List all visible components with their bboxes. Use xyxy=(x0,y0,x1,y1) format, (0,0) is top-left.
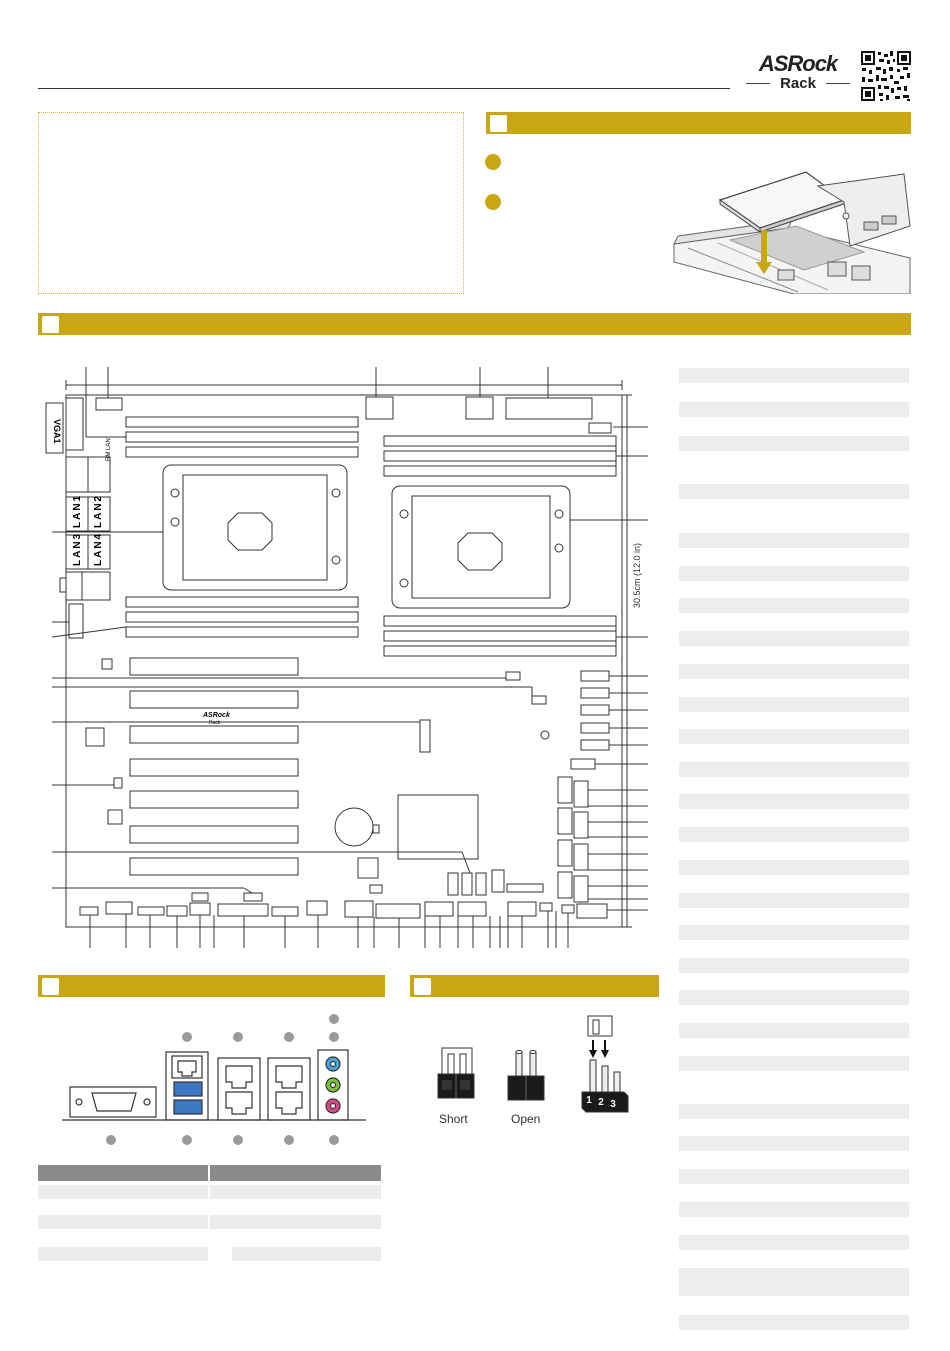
legend-row xyxy=(679,1202,909,1217)
jumper-open-label: Open xyxy=(511,1112,541,1126)
led-table-row xyxy=(38,1185,208,1199)
header-rule xyxy=(38,88,730,89)
lan3-silkscreen: LAN3 xyxy=(72,531,83,566)
legend-row xyxy=(679,990,909,1005)
legend-row xyxy=(679,1023,909,1038)
led-table-header xyxy=(210,1165,381,1181)
legend-row xyxy=(679,827,909,842)
board-logo-bottom: Rack xyxy=(209,720,221,726)
legend-row xyxy=(679,893,909,908)
legend-row xyxy=(679,1315,909,1330)
legend-row xyxy=(679,794,909,809)
section-number-badge xyxy=(490,115,507,132)
led-table-row xyxy=(232,1247,381,1261)
led-table-row xyxy=(210,1215,381,1229)
legend-row xyxy=(679,1056,909,1071)
led-table-header xyxy=(38,1165,208,1181)
io-callout-dot xyxy=(233,1135,243,1145)
board-dimension-label: 30.5cm (12.0 in) xyxy=(632,542,642,608)
legend-row xyxy=(679,1136,909,1151)
lan4-silkscreen: LAN4 xyxy=(93,531,104,566)
motherboard-layout-diagram xyxy=(0,355,660,955)
brand-logo-bottom: Rack xyxy=(780,75,816,92)
legend-row xyxy=(679,1268,909,1296)
io-callout-dot xyxy=(284,1032,294,1042)
legend-row xyxy=(679,436,909,451)
layout-section-header xyxy=(38,313,911,335)
jumper-section-header xyxy=(410,975,659,997)
io-panel-diagram xyxy=(60,1010,370,1150)
legend-row xyxy=(679,631,909,646)
legend-row xyxy=(679,958,909,973)
step-bullet-1 xyxy=(485,154,501,170)
led-table-row xyxy=(38,1215,208,1229)
mgmt-lan-silkscreen: RM LAN xyxy=(106,438,112,461)
section-number-badge xyxy=(42,978,59,995)
jumper-short-illustration xyxy=(436,1040,476,1110)
legend-row xyxy=(679,664,909,679)
legend-row xyxy=(679,1235,909,1250)
legend-row xyxy=(679,566,909,581)
legend-row xyxy=(679,1104,909,1119)
io-callout-dot xyxy=(329,1135,339,1145)
step-bullet-2 xyxy=(485,194,501,210)
io-callout-dot xyxy=(182,1032,192,1042)
legend-row xyxy=(679,402,909,417)
io-callout-dot xyxy=(233,1032,243,1042)
legend-row xyxy=(679,729,909,744)
board-logo-top: ASRock xyxy=(203,712,230,719)
legend-row xyxy=(679,925,909,940)
jumper-pin-2: 2 xyxy=(598,1097,604,1108)
io-callout-dot xyxy=(329,1014,339,1024)
io-callout-dot xyxy=(284,1135,294,1145)
notice-box xyxy=(38,112,464,294)
led-table-row xyxy=(38,1247,208,1261)
vga-silkscreen: VGA1 xyxy=(52,419,62,444)
section-number-badge xyxy=(414,978,431,995)
legend-row xyxy=(679,1169,909,1184)
brand-logo-top: ASRock xyxy=(758,51,838,76)
led-table-row xyxy=(210,1185,381,1199)
chassis-install-illustration xyxy=(668,166,912,294)
lan2-silkscreen: LAN2 xyxy=(93,493,104,528)
legend-row xyxy=(679,860,909,875)
jumper-pin-1: 1 xyxy=(586,1095,592,1106)
jumper-pin-3: 3 xyxy=(610,1099,616,1110)
section-number-badge xyxy=(42,316,59,333)
legend-row xyxy=(679,484,909,499)
qr-code xyxy=(860,50,912,102)
installation-section-header xyxy=(486,112,911,134)
io-callout-dot xyxy=(106,1135,116,1145)
jumper-open-illustration xyxy=(506,1048,546,1110)
io-panel-section-header xyxy=(38,975,385,997)
lan1-silkscreen: LAN1 xyxy=(72,493,83,528)
legend-row xyxy=(679,598,909,613)
legend-row xyxy=(679,368,909,383)
io-callout-dot xyxy=(329,1032,339,1042)
legend-row xyxy=(679,533,909,548)
legend-row xyxy=(679,697,909,712)
legend-row xyxy=(679,762,909,777)
jumper-short-label: Short xyxy=(439,1112,468,1126)
io-callout-dot xyxy=(182,1135,192,1145)
brand-logo xyxy=(746,52,850,96)
